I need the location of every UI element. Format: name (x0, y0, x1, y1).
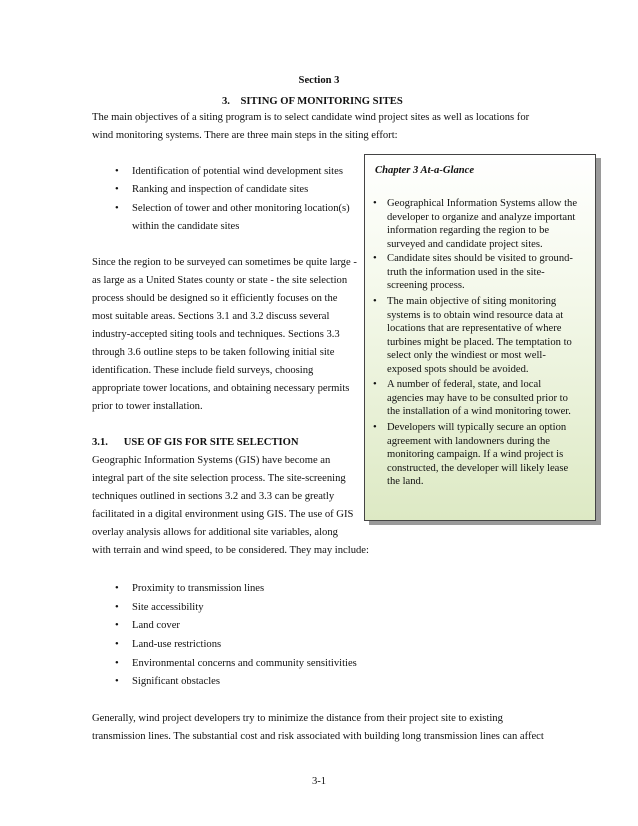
sidebar-line: systems is to obtain wind resource data at (387, 309, 564, 321)
intro-line: wind monitoring systems. There are three main steps in the siting effort: (92, 130, 398, 141)
bullet-icon: • (115, 639, 119, 650)
bullet-icon: • (115, 676, 119, 687)
bullet-icon: • (373, 198, 377, 209)
bullet-icon: • (115, 166, 119, 177)
bullet-icon: • (115, 203, 119, 214)
para-line: with terrain and wind speed, to be considered. They may include: (92, 545, 369, 556)
sidebar-line: agreement with landowners during the (387, 435, 550, 447)
para-line: most suitable areas. Sections 3.1 and 3.2 discuss several (92, 311, 330, 322)
intro-line: The main objectives of a siting program is to select candidate wind project sites as well as locations for (92, 112, 530, 123)
variable-text: Land cover (132, 620, 180, 631)
sidebar-line: truth the information used in the site- (387, 266, 545, 278)
gis-paragraph (92, 452, 377, 560)
para-line: identification. These include field surveys, choosing (92, 365, 314, 376)
variable-text: Site accessibility (132, 602, 204, 613)
bullet-icon: • (115, 602, 119, 613)
bullet-icon: • (373, 296, 377, 307)
page-number: 3-1 (311, 776, 327, 787)
intro-paragraph (92, 109, 529, 145)
para-line: Generally, wind project developers try to minimize the distance from their project site to existing (92, 713, 503, 724)
sidebar-line: Geographical Information Systems allow the (387, 198, 578, 209)
bullet-icon: • (373, 379, 377, 390)
step-text: Identification of potential wind development sites (132, 166, 343, 177)
sidebar-item-text (387, 295, 587, 377)
para-line: through 3.6 outline steps to be taken following initial site (92, 347, 335, 358)
para-line: Since the region to be surveyed can sometimes be quite large - (92, 257, 357, 268)
para-line: integral part of the site selection process. The site-screening (92, 473, 346, 484)
step-text-continued (132, 218, 239, 236)
sidebar-line: turbines might be placed. The temptation to (387, 336, 572, 348)
bullet-icon: • (115, 583, 119, 594)
para-line: techniques outlined in sections 3.2 and 3.3 can be greatly (92, 491, 335, 502)
sidebar-item-text (387, 197, 587, 251)
sidebar-line: surveyed and candidate project sites. (387, 238, 543, 250)
sidebar-line: monitoring campaign. If a wind project is (387, 449, 564, 461)
para-line: process should be designed so it efficiently focuses on the (92, 293, 338, 304)
region-paragraph (92, 254, 364, 416)
sidebar-item-text (387, 252, 587, 293)
sidebar-line: Candidate sites should be visited to ground- (387, 253, 573, 264)
para-line: appropriate tower locations, and obtaining necessary permits (92, 383, 350, 394)
sidebar-line: the installation of a wind monitoring tower. (387, 406, 571, 418)
bullet-icon: • (115, 620, 119, 631)
chapter-heading: 3. SITING OF MONITORING SITES (222, 96, 403, 107)
step-text: Ranking and inspection of candidate sites (132, 184, 309, 195)
closing-paragraph (92, 710, 612, 746)
sidebar-line: information regarding the region to be (387, 225, 550, 237)
para-line: industry-accepted siting tools and techniques. Sections 3.3 (92, 329, 340, 340)
sidebar-title: Chapter 3 At-a-Glance (375, 165, 475, 176)
variable-text: Land-use restrictions (132, 639, 222, 650)
sidebar-line: developer to organize and analyze important (387, 211, 576, 223)
para-line: transmission lines. The substantial cost and risk associated with building long transmission lines can affect (92, 731, 544, 742)
sidebar-line: exposed spots should be avoided. (387, 363, 529, 375)
sidebar-line: screening process. (387, 280, 465, 292)
section-label: Section 3 (298, 75, 340, 86)
sidebar-line: constructed, the developer will likely lease (387, 462, 569, 474)
sidebar-line: select only the windiest or most well- (387, 350, 546, 362)
sidebar-line: locations that are representative of where (387, 323, 562, 335)
para-line: overlay analysis allows for additional site variables, along (92, 527, 338, 538)
at-a-glance-sidebar (364, 154, 596, 521)
para-line: facilitated in a digital environment using GIS. The use of GIS (92, 509, 354, 520)
sidebar-line: Developers will typically secure an option (387, 422, 567, 433)
para-line: as large as a United States county or state - the site selection (92, 275, 348, 286)
sidebar-line: the land. (387, 476, 424, 488)
para-line: prior to tower installation. (92, 401, 203, 412)
sidebar-item-text (387, 421, 587, 489)
sidebar-line: A number of federal, state, and local (387, 379, 542, 390)
subsection-heading: 3.1. USE OF GIS FOR SITE SELECTION (92, 437, 299, 448)
sidebar-line: The main objective of siting monitoring (387, 296, 557, 307)
bullet-icon: • (373, 422, 377, 433)
variable-text: Significant obstacles (132, 676, 220, 687)
sidebar-item-text (387, 378, 587, 419)
variable-text: Proximity to transmission lines (132, 583, 265, 594)
para-line: Geographic Information Systems (GIS) have become an (92, 455, 331, 466)
bullet-icon: • (115, 658, 119, 669)
bullet-icon: • (115, 184, 119, 195)
variable-text: Environmental concerns and community sensitivities (132, 658, 357, 669)
bullet-icon: • (373, 253, 377, 264)
step-text: Selection of tower and other monitoring location(s) (132, 203, 350, 214)
step-text: within the candidate sites (132, 221, 240, 232)
sidebar-line: agencies may have to be consulted prior to (387, 392, 568, 404)
